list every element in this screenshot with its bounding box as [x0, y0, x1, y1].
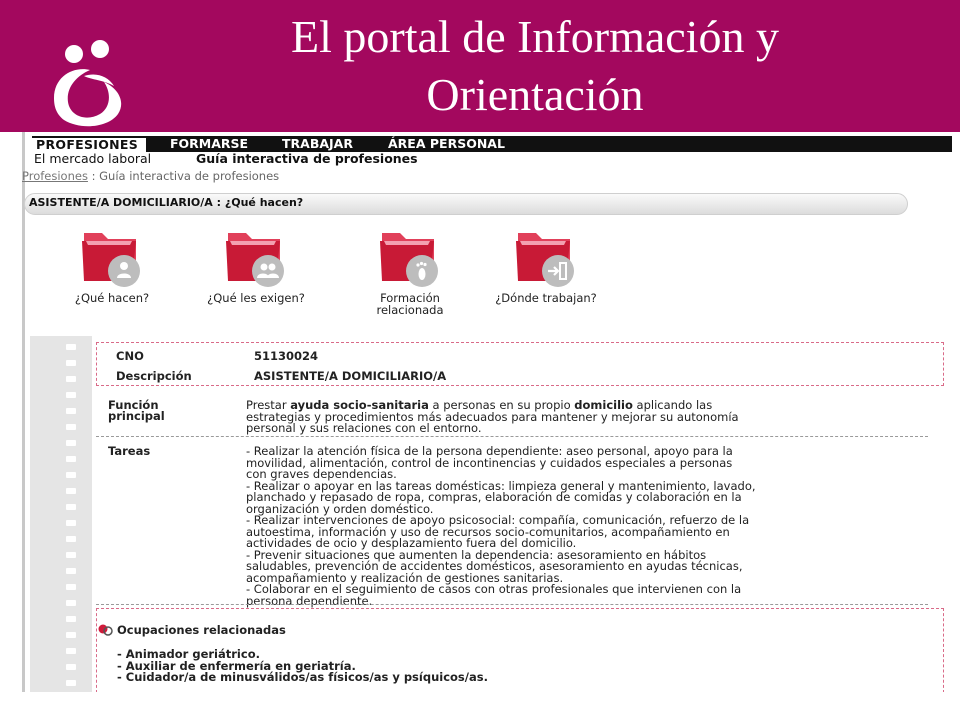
subnav-guia-interactiva[interactable]: Guía interactiva de profesiones — [196, 151, 418, 166]
breadcrumb-separator: : — [87, 169, 100, 183]
cno-value: 51130024 — [254, 349, 319, 363]
slide-banner — [0, 0, 960, 132]
folder-group-icon — [224, 227, 288, 289]
tareas-line: saludables, prevención de accidentes domésticos, asesoramiento en ayudas técnicas, — [246, 559, 743, 573]
tareas-line: - Prevenir situaciones que aumenten la dependencia: asesoramiento en hábitos — [246, 547, 707, 562]
tab-formarse[interactable] — [170, 136, 248, 152]
ocupaciones-list — [117, 649, 488, 684]
funcion-b2: domicilio — [574, 398, 633, 412]
ocupacion-item: - Auxiliar de enfermería en geriatría. — [117, 658, 356, 673]
notebook-stripe — [30, 336, 92, 692]
funcion-t1: Prestar — [246, 398, 291, 412]
que-hacen-button[interactable] — [52, 227, 172, 304]
tab-formarse-label: FORMARSE — [170, 136, 249, 151]
tareas-line: con graves dependencias. — [246, 467, 397, 481]
tareas-line: persona dependiente. — [246, 593, 373, 608]
funcion-text — [246, 400, 886, 435]
que-les-exigen-button[interactable] — [196, 227, 316, 304]
funcion-t2: a personas en su propio — [428, 398, 575, 412]
folder-enter-icon — [514, 227, 578, 289]
que-hacen-label: ¿Qué hacen? — [74, 291, 150, 305]
funcion-label-line1: Función — [108, 398, 159, 412]
funcion-label — [108, 400, 165, 422]
main-nav — [32, 136, 952, 152]
slide-title-line2: Orientación — [426, 69, 644, 120]
breadcrumb-current: Guía interactiva de profesiones — [99, 169, 280, 183]
tab-profesiones-label: PROFESIONES — [36, 137, 139, 152]
funcion-t3: aplicando las — [632, 398, 713, 412]
ocupaciones-icon — [97, 623, 115, 637]
tareas-label: Tareas — [108, 444, 151, 458]
sub-nav — [32, 152, 952, 166]
folder-person-icon — [80, 227, 144, 289]
breadcrumb-profesiones-link[interactable]: Profesiones — [22, 169, 88, 183]
tareas-line: organización y orden doméstico. — [246, 501, 434, 516]
ocupacion-item: - Cuidador/a de minusválidos/as físicos/as y psíquicos/as. — [117, 670, 488, 684]
funcion-line3: personal y sus relaciones con el entorno. — [246, 421, 482, 435]
slide-title-line1: El portal de Información y — [291, 11, 779, 62]
tareas-line: acompañamiento y realización de gestiones sanitarias. — [246, 570, 564, 585]
folder-footprint-icon — [378, 227, 442, 289]
tab-trabajar-label: TRABAJAR — [282, 136, 353, 151]
tareas-line: - Colaborar en el seguimiento de casos con otras profesionales que intervienen con la — [246, 582, 742, 596]
page-title: ASISTENTE/A DOMICILIARIO/A : ¿Qué hacen? — [29, 196, 304, 209]
formacion-label-line2: relacionada — [376, 303, 444, 317]
ocupaciones-title: Ocupaciones relacionadas — [117, 623, 286, 637]
cno-box — [96, 342, 944, 386]
funcion-line2: estrategias y procedimientos más adecuados para mantener y mejorar su autonomía — [246, 409, 739, 424]
funcion-label-line2: principal — [108, 409, 165, 423]
tab-area-personal-label: ÁREA PERSONAL — [388, 136, 505, 151]
tareas-line: - Realizar la atención física de la persona dependiente: aseo personal, apoyo para la — [246, 444, 733, 458]
donde-trabajan-button[interactable] — [486, 227, 606, 304]
page-title-bar — [24, 193, 908, 215]
tareas-text — [246, 446, 886, 607]
donde-trabajan-label: ¿Dónde trabajan? — [495, 291, 597, 305]
content-panel — [30, 336, 952, 692]
ocupacion-item: - Animador geriátrico. — [117, 647, 260, 661]
breadcrumb — [22, 169, 279, 183]
tab-area-personal[interactable] — [388, 136, 505, 152]
tareas-line: movilidad, alimentación, control de incontinencias y cuidados especiales a personas — [246, 455, 733, 470]
subnav-mercado-laboral[interactable]: El mercado laboral — [34, 151, 152, 166]
divider — [96, 604, 928, 605]
tab-trabajar[interactable] — [282, 136, 353, 152]
tareas-line: planchado y repasado de ropa, compras, elaboración de comidas y colaboración en la — [246, 490, 742, 504]
formacion-relacionada-button[interactable] — [350, 227, 470, 316]
tareas-line: - Realizar o apoyar en las tareas domésticas: limpieza general y mantenimiento, lavado, — [246, 478, 756, 493]
tareas-line: - Realizar intervenciones de apoyo psicosocial: compañía, comunicación, refuerzo de la — [246, 513, 750, 527]
portal-page — [22, 132, 960, 720]
ocupaciones-box — [96, 608, 944, 693]
divider — [96, 436, 928, 437]
cno-label: CNO — [116, 349, 144, 363]
que-les-exigen-label: ¿Qué les exigen? — [207, 291, 305, 305]
formacion-label-line1: Formación — [380, 291, 440, 305]
tareas-line: actividades de ocio y desplazamiento fuera del domicilio. — [246, 536, 577, 550]
descripcion-value: ASISTENTE/A DOMICILIARIO/A — [254, 369, 447, 383]
page-left-border — [22, 132, 25, 692]
page-bottom — [22, 692, 960, 720]
funcion-b1: ayuda socio-sanitaria — [290, 398, 429, 412]
tareas-line: autoestima, información y uso de recursos socio-comunitarios, acompañamiento en — [246, 524, 730, 539]
slide-title — [150, 8, 920, 124]
descripcion-label: Descripción — [116, 369, 192, 383]
portal-logo-icon — [46, 36, 132, 128]
